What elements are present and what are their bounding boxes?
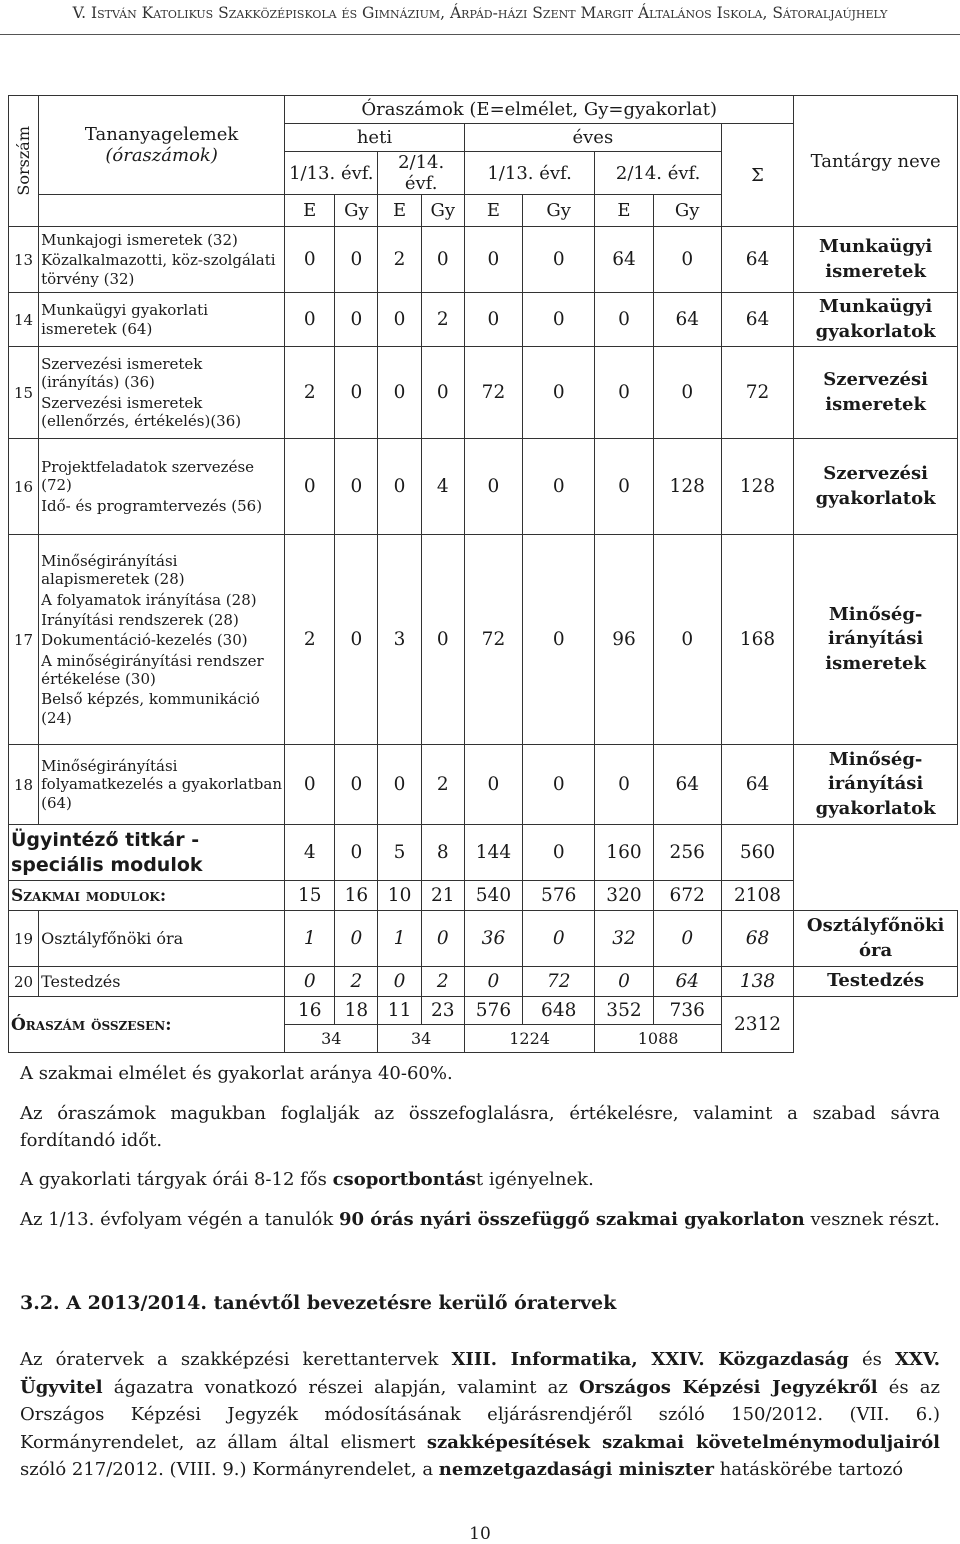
value-cell: 0 bbox=[421, 227, 464, 293]
value-cell: 16 bbox=[335, 881, 378, 911]
value-cell: 0 bbox=[653, 911, 721, 967]
value-cell: 736 bbox=[653, 997, 721, 1025]
value-cell: 2 bbox=[285, 535, 335, 745]
eg-header: Gy bbox=[523, 195, 595, 227]
value-cell: 0 bbox=[335, 347, 378, 439]
note-groups: A gyakorlati tárgyak órái 8-12 fős csoportbontást igényelnek. bbox=[20, 1169, 594, 1190]
sum-cell: 64 bbox=[721, 293, 793, 347]
value-cell: 16 bbox=[285, 997, 335, 1025]
value-cell: 576 bbox=[523, 881, 595, 911]
value-cell: 144 bbox=[464, 825, 522, 881]
value-cell: 0 bbox=[335, 293, 378, 347]
value-cell: 672 bbox=[653, 881, 721, 911]
row-number: 17 bbox=[9, 535, 39, 745]
value-cell: 0 bbox=[653, 227, 721, 293]
osztalyfonoki-row bbox=[9, 911, 958, 967]
value-cell: 0 bbox=[595, 745, 653, 825]
eg-header: E bbox=[464, 195, 522, 227]
page-header: V. István Katolikus Szakközépiskola és Gimnázium, Árpád-házi Szent Margit Általános Iskola, Sátoraljaújhely bbox=[0, 0, 960, 35]
value-cell: 0 bbox=[285, 967, 335, 997]
total-cell: 2312 bbox=[721, 997, 793, 1053]
blank-cell bbox=[794, 881, 958, 911]
value-cell: 0 bbox=[285, 227, 335, 293]
eves-header: éves bbox=[464, 124, 721, 152]
table-row bbox=[9, 439, 958, 535]
value-cell: 2 bbox=[421, 745, 464, 825]
targy-header: Tantárgy neve bbox=[794, 96, 958, 227]
value-cell: 0 bbox=[523, 347, 595, 439]
value-cell: 0 bbox=[285, 439, 335, 535]
table-row bbox=[9, 745, 958, 825]
value-cell: 11 bbox=[378, 997, 421, 1025]
value-cell: 0 bbox=[523, 911, 595, 967]
value-cell: 0 bbox=[464, 439, 522, 535]
note-hours: Az óraszámok magukban foglalják az összefoglalásra, értékelésre, valamint a szabad sávra fordítandó időt. bbox=[20, 1103, 940, 1151]
row-label: Testedzés bbox=[39, 967, 285, 997]
sum-cell: 1224 bbox=[464, 1025, 595, 1053]
value-cell: 3 bbox=[378, 535, 421, 745]
value-cell: 2 bbox=[285, 347, 335, 439]
value-cell: 320 bbox=[595, 881, 653, 911]
value-cell: 2 bbox=[378, 227, 421, 293]
osszesen-label: Óraszám összesen: bbox=[9, 997, 285, 1053]
value-cell: 64 bbox=[595, 227, 653, 293]
value-cell: 0 bbox=[523, 535, 595, 745]
evf-header: 1/13. évf. bbox=[285, 152, 378, 195]
value-cell: 0 bbox=[335, 535, 378, 745]
value-cell: 0 bbox=[595, 293, 653, 347]
table-row bbox=[9, 347, 958, 439]
value-cell: 0 bbox=[421, 911, 464, 967]
tananyag-cell: Projektfeladatok szervezése (72) Idő- és programtervezés (56) bbox=[39, 439, 285, 535]
subject-cell: Munkaügyi gyakorlatok bbox=[794, 293, 958, 347]
tananyag-cell: Szervezési ismeretek (irányítás) (36) Szervezési ismeretek (ellenőrzés, értékelés)(36) bbox=[39, 347, 285, 439]
evf-header: 2/14. évf. bbox=[595, 152, 722, 195]
sum-cell: 72 bbox=[721, 347, 793, 439]
value-cell: 0 bbox=[335, 745, 378, 825]
value-cell: 352 bbox=[595, 997, 653, 1025]
value-cell: 36 bbox=[464, 911, 522, 967]
value-cell: 96 bbox=[595, 535, 653, 745]
value-cell: 0 bbox=[653, 535, 721, 745]
blank-cell bbox=[794, 997, 958, 1053]
value-cell: 0 bbox=[653, 347, 721, 439]
subject-cell: Minőség-irányítási gyakorlatok bbox=[794, 745, 958, 825]
sum-cell: 64 bbox=[721, 227, 793, 293]
value-cell: 5 bbox=[378, 825, 421, 881]
value-cell: 0 bbox=[464, 967, 522, 997]
value-cell: 0 bbox=[595, 967, 653, 997]
evf-header: 2/14. évf. bbox=[378, 152, 464, 195]
eg-header: E bbox=[285, 195, 335, 227]
section-title: 3.2. A 2013/2014. tanévtől bevezetésre kerülő óratervek bbox=[20, 1292, 617, 1314]
eg-header: Gy bbox=[421, 195, 464, 227]
eg-header: E bbox=[595, 195, 653, 227]
subject-cell: Minőség-irányítási ismeretek bbox=[794, 535, 958, 745]
value-cell: 0 bbox=[378, 745, 421, 825]
blank-cell bbox=[39, 195, 285, 227]
sum-cell: 2108 bbox=[721, 881, 793, 911]
blank-cell bbox=[794, 825, 958, 881]
tananyag-cell: Minőségirányítási folyamatkezelés a gyakorlatban (64) bbox=[39, 745, 285, 825]
value-cell: 4 bbox=[421, 439, 464, 535]
value-cell: 72 bbox=[523, 967, 595, 997]
evf-header: 1/13. évf. bbox=[464, 152, 595, 195]
row-number: 15 bbox=[9, 347, 39, 439]
value-cell: 576 bbox=[464, 997, 522, 1025]
value-cell: 160 bbox=[595, 825, 653, 881]
subject-cell: Osztályfőnöki óra bbox=[794, 911, 958, 967]
sum-cell: 68 bbox=[721, 911, 793, 967]
value-cell: 21 bbox=[421, 881, 464, 911]
value-cell: 4 bbox=[285, 825, 335, 881]
table-row bbox=[9, 535, 958, 745]
subject-cell: Testedzés bbox=[794, 967, 958, 997]
value-cell: 128 bbox=[653, 439, 721, 535]
sigma-header: Σ bbox=[721, 124, 793, 227]
value-cell: 0 bbox=[335, 911, 378, 967]
row-number: 13 bbox=[9, 227, 39, 293]
value-cell: 648 bbox=[523, 997, 595, 1025]
value-cell: 256 bbox=[653, 825, 721, 881]
sum-cell: 138 bbox=[721, 967, 793, 997]
section-body: Az óratervek a szakképzési kerettantervek XIII. Informatika, XXIV. Közgazdaság és XXV. Ügyvitel ágazatra vonatkozó részei alapján, valamint az Országos Képzési Jegyzékről és az Országos Képzési Jegyzék módosításának eljárásrendjéről szóló 150/2012. (VII. 6.) Kormányrendelet, az állam által elismert szakképesítések szakmai követelménymoduljairól szóló 217/2012. (VIII. 9.) Kormányrendelet, a nemzetgazdasági miniszter hatáskörébe tartozó bbox=[20, 1349, 940, 1480]
value-cell: 10 bbox=[378, 881, 421, 911]
value-cell: 15 bbox=[285, 881, 335, 911]
tananyag-cell: Munkajogi ismeretek (32) Közalkalmazotti, köz-szolgálati törvény (32) bbox=[39, 227, 285, 293]
value-cell: 2 bbox=[421, 967, 464, 997]
row-number: 20 bbox=[9, 967, 39, 997]
subject-cell: Szervezési ismeretek bbox=[794, 347, 958, 439]
value-cell: 0 bbox=[335, 825, 378, 881]
value-cell: 72 bbox=[464, 347, 522, 439]
subject-cell: Szervezési gyakorlatok bbox=[794, 439, 958, 535]
table-row bbox=[9, 293, 958, 347]
row-number: 16 bbox=[9, 439, 39, 535]
heti-header: heti bbox=[285, 124, 465, 152]
value-cell: 0 bbox=[523, 293, 595, 347]
value-cell: 0 bbox=[285, 293, 335, 347]
value-cell: 0 bbox=[523, 227, 595, 293]
value-cell: 0 bbox=[595, 439, 653, 535]
ugyintezo-label: Ügyintéző titkár - speciális modulok bbox=[9, 825, 285, 881]
ugyintezo-row bbox=[9, 825, 958, 881]
value-cell: 0 bbox=[421, 535, 464, 745]
sum-cell: 34 bbox=[378, 1025, 464, 1053]
sum-cell: 168 bbox=[721, 535, 793, 745]
sum-cell: 128 bbox=[721, 439, 793, 535]
row-label: Osztályfőnöki óra bbox=[39, 911, 285, 967]
tananyag-cell: Munkaügyi gyakorlati ismeretek (64) bbox=[39, 293, 285, 347]
value-cell: 2 bbox=[421, 293, 464, 347]
value-cell: 64 bbox=[653, 745, 721, 825]
row-number: 19 bbox=[9, 911, 39, 967]
value-cell: 0 bbox=[464, 293, 522, 347]
sum-cell: 34 bbox=[285, 1025, 378, 1053]
eg-header: E bbox=[378, 195, 421, 227]
value-cell: 0 bbox=[335, 227, 378, 293]
sum-cell: 1088 bbox=[595, 1025, 722, 1053]
note-ratio: A szakmai elmélet és gyakorlat aránya 40-60%. bbox=[20, 1063, 453, 1084]
value-cell: 1 bbox=[285, 911, 335, 967]
osszesen-row bbox=[9, 997, 958, 1025]
value-cell: 0 bbox=[378, 347, 421, 439]
szakmai-row bbox=[9, 881, 958, 911]
value-cell: 0 bbox=[464, 227, 522, 293]
value-cell: 540 bbox=[464, 881, 522, 911]
tananyag-header: Tananyagelemek (óraszámok) bbox=[39, 96, 285, 195]
value-cell: 8 bbox=[421, 825, 464, 881]
note-practice: Az 1/13. évfolyam végén a tanulók 90 órás nyári összefüggő szakmai gyakorlaton vesznek részt. bbox=[20, 1209, 940, 1230]
curriculum-table bbox=[8, 95, 958, 1053]
eg-header: Gy bbox=[335, 195, 378, 227]
value-cell: 0 bbox=[523, 745, 595, 825]
value-cell: 0 bbox=[464, 745, 522, 825]
value-cell: 2 bbox=[335, 967, 378, 997]
eg-header: Gy bbox=[653, 195, 721, 227]
szakmai-label: Szakmai modulok: bbox=[9, 881, 285, 911]
table-row bbox=[9, 227, 958, 293]
value-cell: 0 bbox=[523, 439, 595, 535]
sum-cell: 560 bbox=[721, 825, 793, 881]
value-cell: 1 bbox=[378, 911, 421, 967]
value-cell: 0 bbox=[523, 825, 595, 881]
value-cell: 0 bbox=[595, 347, 653, 439]
row-number: 14 bbox=[9, 293, 39, 347]
value-cell: 0 bbox=[421, 347, 464, 439]
sorszam-header: Sorszám bbox=[9, 96, 39, 227]
value-cell: 64 bbox=[653, 967, 721, 997]
testedzes-row bbox=[9, 967, 958, 997]
tananyag-cell: Minőségirányítási alapismeretek (28) A folyamatok irányítása (28) Irányítási rendszerek (28) Dokumentáció-kezelés (30) A minőségirányítási rendszer értékelése (30) Belső képzés, kommunikáció (24) bbox=[39, 535, 285, 745]
value-cell: 0 bbox=[335, 439, 378, 535]
value-cell: 23 bbox=[421, 997, 464, 1025]
value-cell: 0 bbox=[378, 967, 421, 997]
value-cell: 32 bbox=[595, 911, 653, 967]
page-number: 10 bbox=[469, 1524, 491, 1544]
value-cell: 0 bbox=[378, 439, 421, 535]
value-cell: 64 bbox=[653, 293, 721, 347]
value-cell: 0 bbox=[285, 745, 335, 825]
value-cell: 0 bbox=[378, 293, 421, 347]
subject-cell: Munkaügyi ismeretek bbox=[794, 227, 958, 293]
sum-cell: 64 bbox=[721, 745, 793, 825]
value-cell: 72 bbox=[464, 535, 522, 745]
value-cell: 18 bbox=[335, 997, 378, 1025]
row-number: 18 bbox=[9, 745, 39, 825]
oraszamok-header: Óraszámok (E=elmélet, Gy=gyakorlat) bbox=[285, 96, 794, 124]
